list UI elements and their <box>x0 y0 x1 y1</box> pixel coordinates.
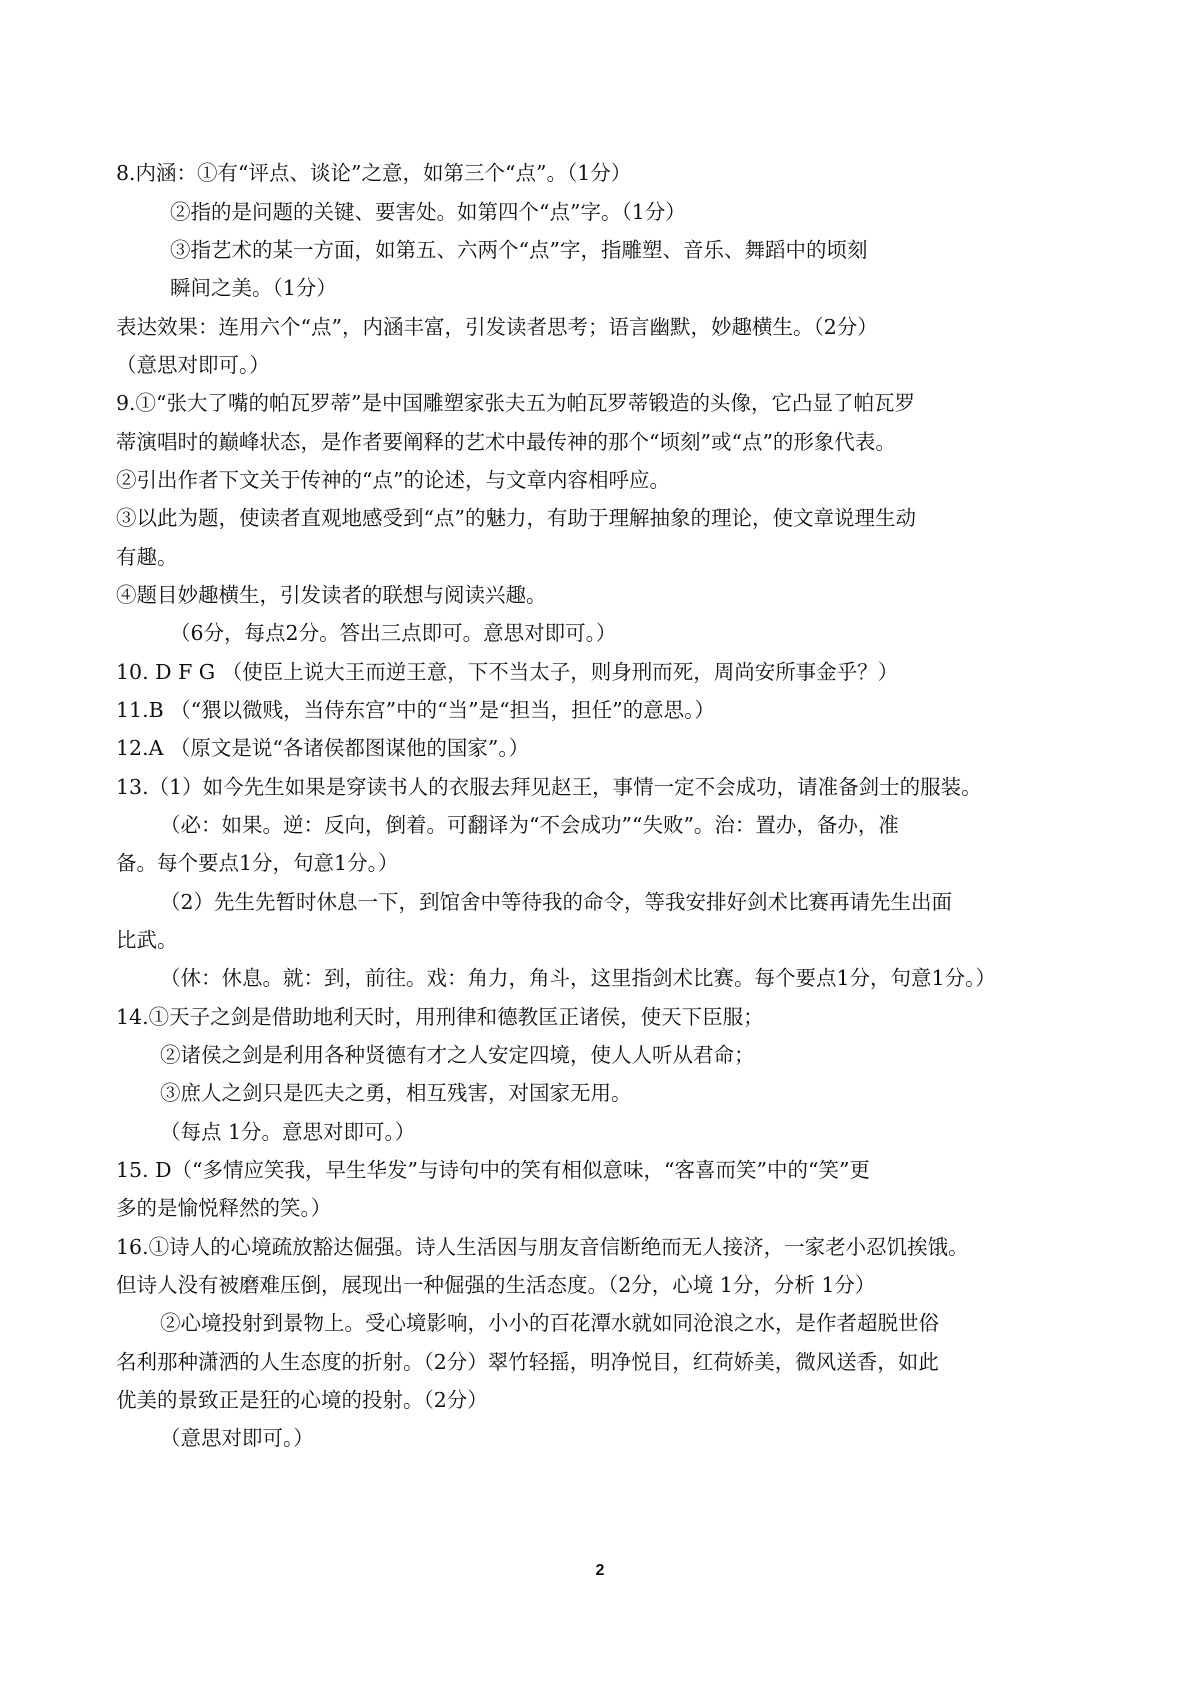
answer-9-scoring: （6分，每点2分。答出三点即可。意思对即可。） <box>170 621 617 645</box>
answer-10: 10. D F G （使臣上说大王而逆王意，下不当太子，则身刑而死，周尚安所事金乎？） <box>116 660 899 684</box>
answer-8-meaning-3: ③指艺术的某一方面，如第五、六两个“点”字，指雕塑、音乐、舞蹈中的顷刻 <box>170 238 868 262</box>
answer-16-point-2: ②心境投射到景物上。受心境影响，小小的百花潭水就如同沧浪之水，是作者超脱世俗 <box>160 1311 939 1335</box>
answer-15-cont: 多的是愉悦释然的笑。） <box>116 1196 332 1220</box>
answer-15: 15. D（“多情应笑我，早生华发”与诗句中的笑有相似意味，“客喜而笑”中的“笑”更 <box>116 1158 870 1182</box>
answer-12: 12.A （原文是说“各诸侯都图谋他的国家”。） <box>116 736 530 760</box>
answer-13-part-1: 13.（1）如今先生如果是穿读书人的衣服去拜见赵王，事情一定不会成功，请准备剑士的服装。 <box>116 775 982 799</box>
answer-9-point-1-cont: 蒂演唱时的巅峰状态，是作者要阐释的艺术中最传神的那个“顷刻”或“点”的形象代表。 <box>116 430 896 454</box>
answer-16-point-1-cont: 但诗人没有被磨难压倒，展现出一种倔强的生活态度。（2分，心境 1分，分析 1分） <box>116 1273 876 1297</box>
answer-13-part-1-notes-cont: 备。每个要点1分，句意1分。） <box>116 851 399 875</box>
answer-13-part-2-cont: 比武。 <box>116 928 178 952</box>
answer-8-note: （意思对即可。） <box>116 353 270 377</box>
answer-9-point-3: ③以此为题，使读者直观地感受到“点”的魅力，有助于理解抽象的理论，使文章说理生动 <box>116 506 916 530</box>
answer-16-point-1: 16.①诗人的心境疏放豁达倔强。诗人生活因与朋友音信断绝而无人接济，一家老小忍饥挨饿。 <box>116 1235 969 1259</box>
answer-8-meaning-1: 8.内涵：①有“评点、谈论”之意，如第三个“点”。（1分） <box>116 161 632 185</box>
answer-13-part-1-notes: （必：如果。逆：反向，倒着。可翻译为“不会成功”“失败”。治：置办，备办，准 <box>160 813 899 837</box>
answer-8-meaning-2: ②指的是问题的关键、要害处。如第四个“点”字。（1分） <box>170 200 686 224</box>
answer-9-point-4: ④题目妙趣横生，引发读者的联想与阅读兴趣。 <box>116 583 547 607</box>
answer-14-scoring: （每点 1分。意思对即可。） <box>160 1120 416 1144</box>
answer-13-part-2-notes: （休：休息。就：到，前往。戏：角力，角斗，这里指剑术比赛。每个要点1分，句意1分。） <box>160 966 996 990</box>
answer-9-point-1: 9.①“张大了嘴的帕瓦罗蒂”是中国雕塑家张夫五为帕瓦罗蒂锻造的头像，它凸显了帕瓦罗 <box>116 391 916 415</box>
answer-8-effect: 表达效果：连用六个“点”，内涵丰富，引发读者思考；语言幽默，妙趣横生。（2分） <box>116 315 878 339</box>
page-number: 2 <box>595 1562 605 1579</box>
answer-8-meaning-3-cont: 瞬间之美。（1分） <box>170 276 337 300</box>
answer-16-point-2-cont-2: 优美的景致正是狂的心境的投射。（2分） <box>116 1388 488 1412</box>
answer-16-point-2-cont: 名利那种潇洒的人生态度的折射。（2分）翠竹轻摇，明净悦目，红荷娇美，微风送香，如此 <box>116 1350 939 1374</box>
answer-14-point-1: 14.①天子之剑是借助地利天时，用刑律和德教匡正诸侯，使天下臣服； <box>116 1005 764 1029</box>
answer-16-note: （意思对即可。） <box>160 1426 314 1450</box>
answer-13-part-2: （2）先生先暂时休息一下，到馆舍中等待我的命令，等我安排好剑术比赛再请先生出面 <box>160 890 953 914</box>
answer-9-point-3-cont: 有趣。 <box>116 545 178 569</box>
answer-14-point-3: ③庶人之剑只是匹夫之勇，相互残害，对国家无用。 <box>160 1081 632 1105</box>
answer-14-point-2: ②诸侯之剑是利用各种贤德有才之人安定四境，使人人听从君命； <box>160 1043 755 1067</box>
answer-11: 11.B （“猥以微贱，当侍东宫”中的“当”是“担当，担任”的意思。） <box>116 698 715 722</box>
answer-9-point-2: ②引出作者下文关于传神的“点”的论述，与文章内容相呼应。 <box>116 468 670 492</box>
